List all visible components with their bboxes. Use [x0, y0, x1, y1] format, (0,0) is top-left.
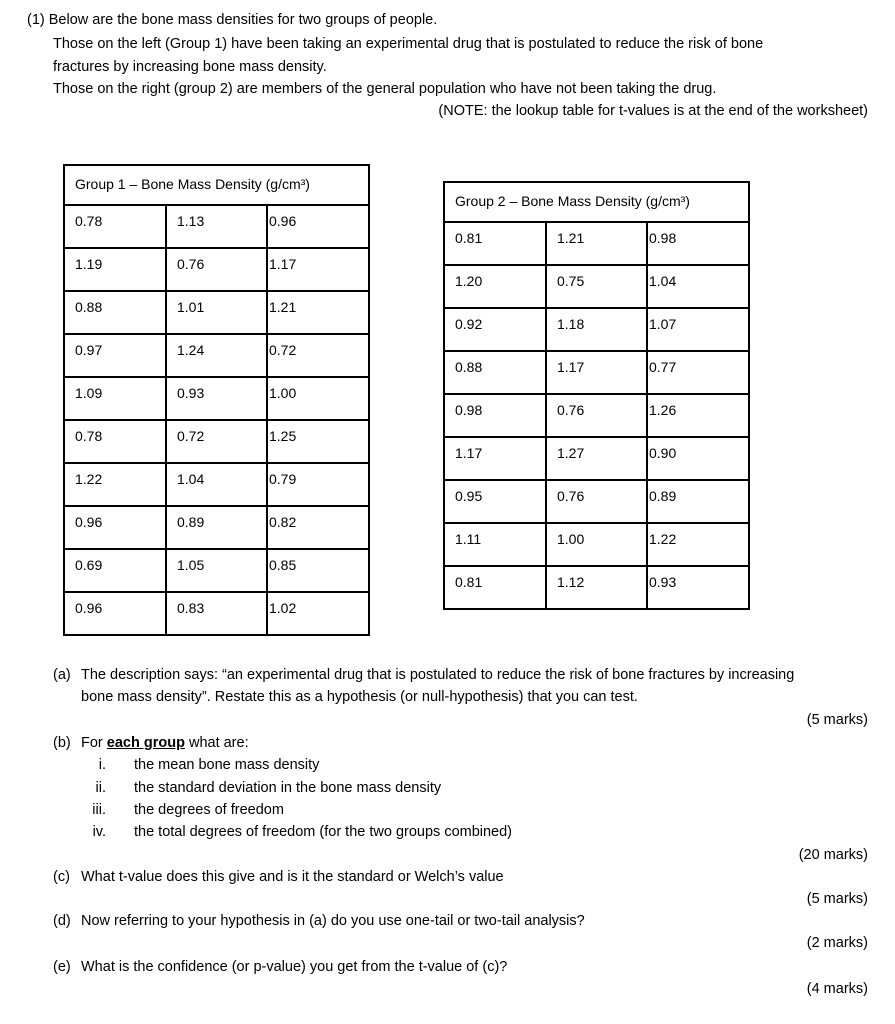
table-row — [64, 549, 369, 592]
density-cell: 0.97 — [64, 334, 166, 377]
density-cell: 1.00 — [267, 377, 369, 420]
subitem-text: the standard deviation in the bone mass density — [134, 780, 442, 796]
density-cell: 1.18 — [546, 308, 647, 351]
question-a-line-1 — [53, 664, 794, 686]
table-row — [64, 592, 369, 635]
subitem-number: ii. — [95, 780, 106, 796]
question-intro-line-4: Those on the right (group 2) are members of the general population who have not been taking the drug. — [53, 81, 717, 97]
density-cell: 1.07 — [647, 308, 749, 351]
question-d-line — [53, 910, 585, 932]
density-cell: 0.98 — [647, 222, 749, 265]
density-cell: 1.00 — [546, 523, 647, 566]
question-b-letter: (b) — [53, 735, 71, 751]
table-row — [444, 222, 749, 265]
table-row — [64, 248, 369, 291]
question-e-line — [53, 956, 507, 978]
density-cell: 1.05 — [166, 549, 267, 592]
question-a-marks: (5 marks) — [806, 712, 868, 728]
table-row — [64, 463, 369, 506]
question-e-text: What is the confidence (or p-value) you get from the t-value of (c)? — [81, 959, 508, 975]
density-cell: 0.82 — [267, 506, 369, 549]
group2-table — [443, 181, 750, 610]
density-cell: 1.04 — [166, 463, 267, 506]
density-cell: 1.17 — [444, 437, 546, 480]
table-row — [444, 437, 749, 480]
density-cell: 0.83 — [166, 592, 267, 635]
density-cell: 0.96 — [267, 205, 369, 248]
density-cell: 1.13 — [166, 205, 267, 248]
density-cell: 1.22 — [647, 523, 749, 566]
density-cell: 1.21 — [267, 291, 369, 334]
density-cell: 1.17 — [267, 248, 369, 291]
table-row — [444, 265, 749, 308]
table-row — [444, 394, 749, 437]
table-row — [444, 523, 749, 566]
question-a-line-2: bone mass density”. Restate this as a hypothesis (or null-hypothesis) that you can test. — [81, 689, 638, 705]
group1-table — [63, 164, 370, 636]
question-e-marks: (4 marks) — [806, 981, 868, 997]
density-cell: 1.26 — [647, 394, 749, 437]
density-cell: 0.72 — [267, 334, 369, 377]
question-intro-line-3: fractures by increasing bone mass density. — [53, 59, 327, 75]
table-row — [64, 291, 369, 334]
density-cell: 1.22 — [64, 463, 166, 506]
question-b-prefix: For — [81, 735, 107, 751]
density-cell: 1.25 — [267, 420, 369, 463]
subitem-number: i. — [98, 757, 106, 773]
density-cell: 0.81 — [444, 566, 546, 609]
question-d-text: Now referring to your hypothesis in (a) do you use one-tail or two-tail analysis? — [81, 913, 585, 929]
density-cell: 0.89 — [647, 480, 749, 523]
question-c-letter: (c) — [53, 869, 70, 885]
question-c-marks: (5 marks) — [806, 891, 868, 907]
density-cell: 0.89 — [166, 506, 267, 549]
density-cell: 0.88 — [444, 351, 546, 394]
density-cell: 0.85 — [267, 549, 369, 592]
group2-title: Group 2 – Bone Mass Density (g/cm³) — [444, 182, 749, 222]
density-cell: 1.24 — [166, 334, 267, 377]
density-cell: 1.20 — [444, 265, 546, 308]
density-cell: 1.12 — [546, 566, 647, 609]
density-cell: 0.96 — [64, 592, 166, 635]
density-cell: 1.11 — [444, 523, 546, 566]
table-row — [64, 377, 369, 420]
density-cell: 0.75 — [546, 265, 647, 308]
density-cell: 0.81 — [444, 222, 546, 265]
subitem-number: iii. — [92, 802, 106, 818]
table-row — [64, 205, 369, 248]
question-a-letter: (a) — [53, 667, 71, 683]
density-cell: 0.76 — [546, 480, 647, 523]
density-cell: 1.19 — [64, 248, 166, 291]
question-intro-line-2: Those on the left (Group 1) have been taking an experimental drug that is postulated to reduce the risk of bone — [53, 36, 764, 52]
group1-table-body — [64, 165, 369, 635]
question-e-letter: (e) — [53, 959, 71, 975]
density-cell: 0.78 — [64, 205, 166, 248]
density-cell: 0.98 — [444, 394, 546, 437]
density-cell: 0.72 — [166, 420, 267, 463]
density-cell: 0.76 — [166, 248, 267, 291]
density-cell: 0.90 — [647, 437, 749, 480]
question-a-text-1: The description says: “an experimental drug that is postulated to reduce the risk of bone fractures by increasing — [81, 667, 795, 683]
table-row — [444, 480, 749, 523]
group2-table-body — [444, 182, 749, 609]
density-cell: 0.78 — [64, 420, 166, 463]
density-cell: 0.93 — [647, 566, 749, 609]
density-cell: 0.93 — [166, 377, 267, 420]
density-cell: 0.69 — [64, 549, 166, 592]
question-b-emphasis: each group — [106, 735, 185, 751]
density-cell: 0.88 — [64, 291, 166, 334]
table-row — [64, 506, 369, 549]
density-cell: 0.76 — [546, 394, 647, 437]
lookup-note: (NOTE: the lookup table for t-values is at the end of the worksheet) — [438, 103, 868, 119]
density-cell: 0.79 — [267, 463, 369, 506]
density-cell: 0.77 — [647, 351, 749, 394]
table-row — [444, 351, 749, 394]
density-cell: 1.02 — [267, 592, 369, 635]
density-cell: 1.17 — [546, 351, 647, 394]
subitem-text: the degrees of freedom — [134, 802, 284, 818]
table-row — [444, 308, 749, 351]
subitem-number: iv. — [92, 824, 106, 840]
density-cell: 1.21 — [546, 222, 647, 265]
density-cell: 1.01 — [166, 291, 267, 334]
question-d-marks: (2 marks) — [806, 935, 868, 951]
density-cell: 1.27 — [546, 437, 647, 480]
question-d-letter: (d) — [53, 913, 71, 929]
group1-title: Group 1 – Bone Mass Density (g/cm³) — [64, 165, 369, 205]
question-b-line — [53, 732, 249, 754]
subitem-text: the total degrees of freedom (for the two groups combined) — [134, 824, 513, 840]
question-b-marks: (20 marks) — [798, 847, 868, 863]
table-row — [444, 566, 749, 609]
table-row — [64, 334, 369, 377]
subitem-text: the mean bone mass density — [134, 757, 320, 773]
question-b-suffix: what are: — [184, 735, 249, 751]
density-cell: 1.09 — [64, 377, 166, 420]
question-c-line — [53, 866, 504, 888]
density-cell: 0.92 — [444, 308, 546, 351]
density-cell: 0.95 — [444, 480, 546, 523]
density-cell: 0.96 — [64, 506, 166, 549]
question-c-text: What t-value does this give and is it the standard or Welch’s value — [81, 869, 504, 885]
table-row — [64, 420, 369, 463]
question-intro-line-1: (1) Below are the bone mass densities for two groups of people. — [27, 12, 438, 28]
density-cell: 1.04 — [647, 265, 749, 308]
